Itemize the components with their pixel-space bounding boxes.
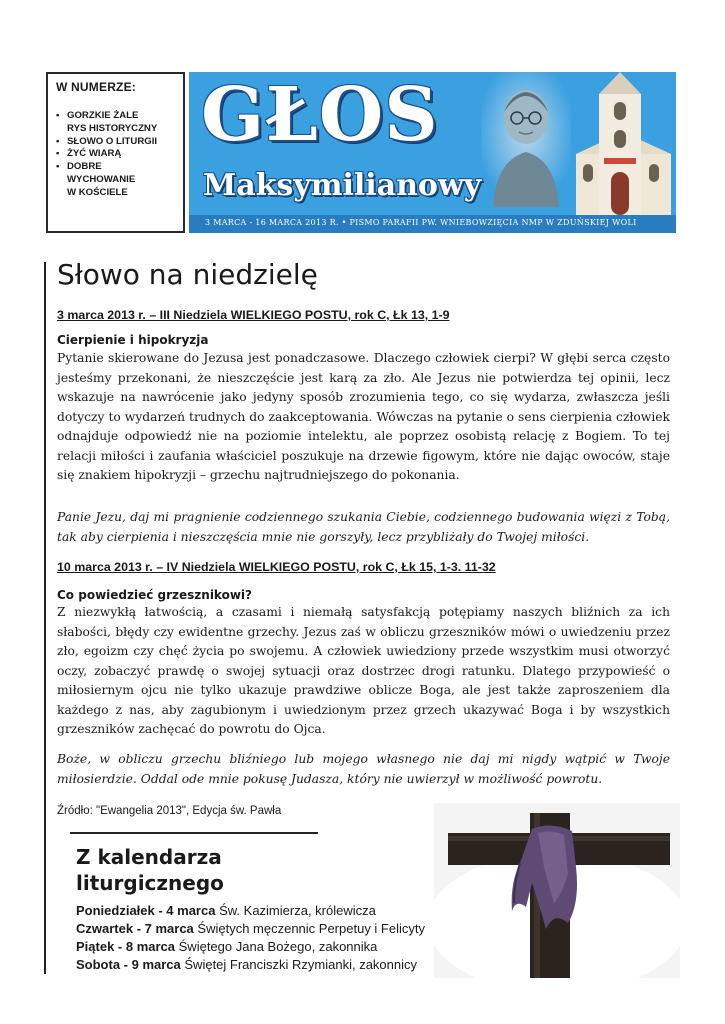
- section-date-line: 10 marca 2013 r. – IV Niedziela WIELKIEGO POSTU, rok C, Łk 15, 1-3. 11-32: [57, 560, 496, 574]
- section-prayer: Boże, w obliczu grzechu bliźniego lub mojego własnego nie daj mi nigdy wątpić w Twoje miłosierdzie. Oddal ode mnie pokusę Judasza, który nie uwierzył w możliwość powrotu.: [57, 752, 670, 786]
- contents-item: W KOŚCIELE: [67, 186, 128, 198]
- calendar-saint: Świętych męczennic Perpetuy i Felicyty: [197, 921, 425, 936]
- masthead-subtitle: Maksymilianowy: [203, 168, 482, 203]
- contents-heading: W NUMERZE:: [56, 80, 136, 94]
- calendar-title-line: liturgicznego: [76, 871, 224, 895]
- section-subheading: Cierpienie i hipokryzja: [57, 333, 209, 347]
- calendar-entry: [76, 956, 425, 974]
- section-date-line: 3 marca 2013 r. – III Niedziela WIELKIEGO POSTU, rok C, Łk 13, 1-9: [57, 308, 450, 322]
- calendar-day: Poniedziałek - 4 marca: [76, 903, 216, 918]
- calendar-saint: Świętej Franciszki Rzymianki, zakonnicy: [184, 957, 418, 972]
- calendar-day: Piątek - 8 marca: [76, 939, 176, 954]
- calendar-entry: [76, 902, 425, 920]
- article-heading: Słowo na niedzielę: [57, 258, 318, 291]
- calendar-day: Czwartek - 7 marca: [76, 921, 194, 936]
- calendar-day: Sobota - 9 marca: [76, 957, 181, 972]
- contents-item: • ŻYĆ WIARĄ: [56, 148, 157, 161]
- masthead-strip-text: 3 MARCA - 16 MARCA 2013 R. • PISMO PARAFII PW. WNIEBOWZIĘCIA NMP W ZDUŃSKIEJ WOLI: [205, 218, 637, 227]
- source-note: Źródło: "Ewangelia 2013", Edycja św. Pawła: [57, 805, 282, 817]
- calendar-title-line: Z kalendarza: [76, 845, 222, 869]
- cross-image: [434, 803, 680, 978]
- calendar-entry: [76, 920, 425, 938]
- church-image: [571, 72, 676, 215]
- section-subheading: Co powiedzieć grzesznikowi?: [57, 588, 252, 602]
- calendar-saint: Świętego Jana Bożego, zakonnika: [178, 939, 378, 954]
- section-prayer: Panie Jezu, daj mi pragnienie codziennego szukania Ciebie, codziennego budowania więzi z Tobą, tak aby cierpienia i nieszczęścia mnie nie gorszyły, lecz przybliżały do Twojej miłości.: [57, 510, 670, 544]
- portrait-image: [481, 72, 571, 207]
- section-body: Z niezwykłą łatwością, a czasami i niemałą satysfakcją potępiamy naszych bliźnich za ich słabości, błędy czy ewidentne grzechy. Jezus zaś w obliczu grzeszników mówi o uwiedzeniu przez zło, egoizm czy chęć życia po swojemu. A człowiek uwiedziony przede wszystkim musi otworzyć oczy, zobaczyć prawdę o swojej sytuacji oraz dostrzec drogi ratunku. Dlatego przypowieść o miłosiernym ojcu nie tylko ukazuje prawdziwe oblicze Boga, ale jest także zaproszeniem dla każdego z nas, aby zagubionym i uwiedzionym przez grzech ukazywać Boga i by wszystkich grzeszników zachęcać do powrotu do Ojca.: [57, 605, 670, 736]
- section-body: Pytanie skierowane do Jezusa jest ponadczasowe. Dlaczego człowiek cierpi? W głębi serca często jesteśmy przekonani, że nieszczęście jest karą za zło. Ale Jezus nie potwierdza tej opinii, lecz wskazuje na nawrócenie jako jedyny sposób zrozumienia tego, co się wydarza, zwłaszcza jeśli dotyczy to wydarzeń trudnych do zaakceptowania. Wówczas na pytanie o sens cierpienia człowiek odnajduje odpowiedź nie na poziomie intelektu, ale poprzez osobistą relację z Bogiem. To tej relacji miłości i zaufania właściciel poszukuje na drzewie figowym, które nie dając owoców, staje się znakiem hipokryzji – grzechu najtrudniejszego do pokonania.: [57, 351, 670, 482]
- masthead-title: GŁOS: [201, 72, 439, 158]
- contents-list: [56, 110, 157, 200]
- calendar-list: [76, 902, 425, 974]
- calendar-entry: [76, 938, 425, 956]
- contents-item: • SŁOWO O LITURGII: [56, 136, 157, 149]
- calendar-saint: Św. Kazimierza, królewicza: [219, 903, 376, 918]
- masthead-banner: [189, 72, 676, 233]
- contents-item: RYS HISTORYCZNY: [67, 122, 158, 134]
- contents-box: [46, 72, 185, 233]
- masthead-strip: [189, 215, 676, 233]
- left-rule: [44, 262, 46, 974]
- contents-item: • DOBRE: [56, 161, 157, 174]
- contents-item: WYCHOWANIE: [67, 173, 136, 185]
- contents-item: • GORZKIE ŻALE: [56, 110, 157, 123]
- calendar-rule: [70, 832, 318, 834]
- calendar-title: [76, 844, 224, 896]
